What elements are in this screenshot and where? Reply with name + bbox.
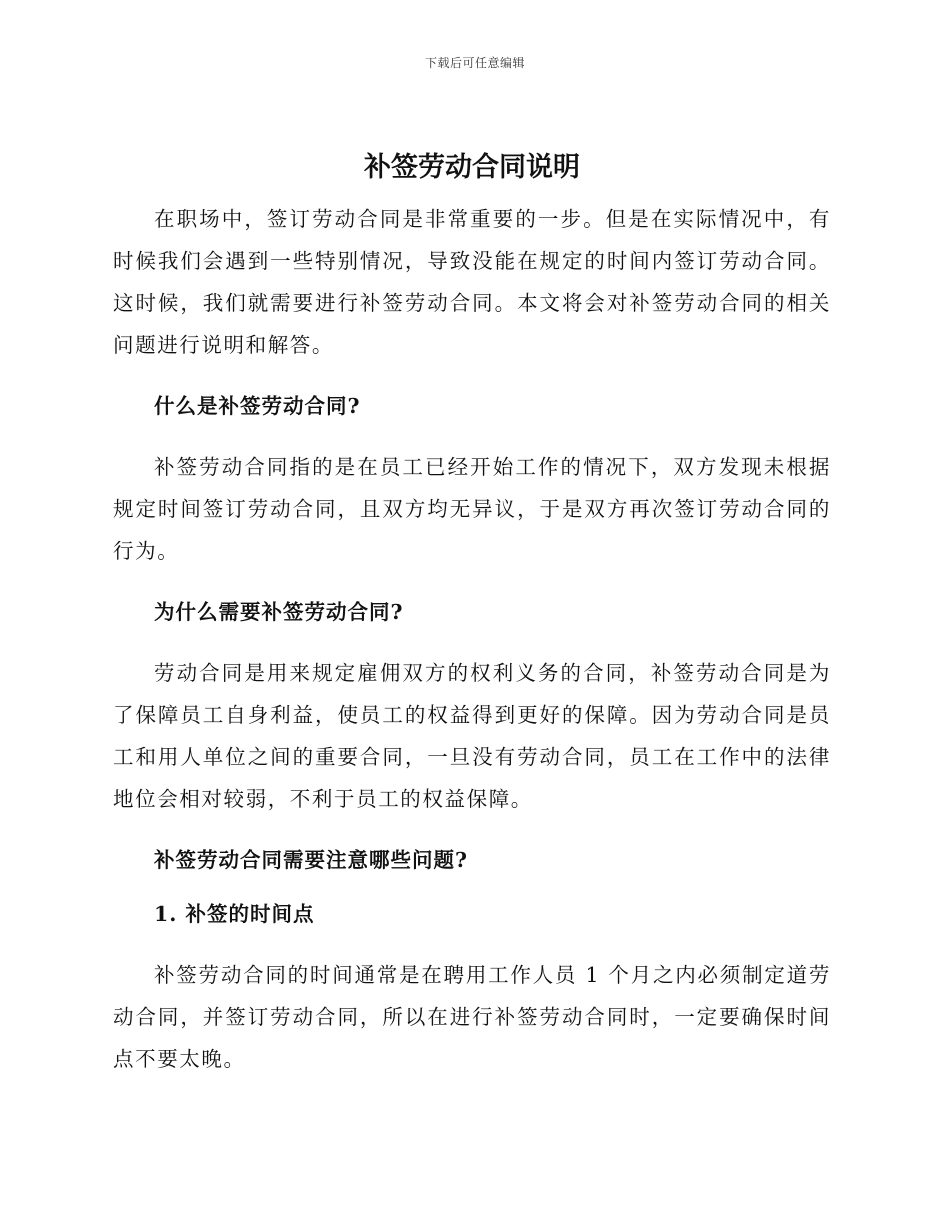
- document-body: [113, 146, 831, 1080]
- document-title: 补签劳动合同说明: [364, 152, 580, 183]
- section-body-what: 补签劳动合同指的是在员工已经开始工作的情况下，双方发现未根据规定时间签订劳动合同，且双方均无异议，于是双方再次签订劳动合同的行为。: [113, 455, 831, 563]
- section-body-why: 劳动合同是用来规定雇佣双方的权利义务的合同，补签劳动合同是为了保障员工自身利益，使员工的权益得到更好的保障。因为劳动合同是员工和用人单位之间的重要合同，一旦没有劳动合同，员工在工作中的法律地位会相对较弱，不利于员工的权益保障。: [113, 661, 831, 811]
- subsection-heading-timing: 1. 补签的时间点: [154, 902, 315, 926]
- subsection-body-timing: 补签劳动合同的时间通常是在聘用工作人员 1 个月之内必须制定道劳动合同，并签订劳动合同，所以在进行补签劳动合同时，一定要确保时间点不要太晚。: [113, 963, 831, 1071]
- section-heading-notes: 补签劳动合同需要注意哪些问题?: [154, 848, 469, 872]
- section-heading-what: 什么是补签劳动合同?: [154, 394, 361, 418]
- intro-paragraph: 在职场中，签订劳动合同是非常重要的一步。但是在实际情况中，有时候我们会遇到一些特别情况，导致没能在规定的时间内签订劳动合同。这时候，我们就需要进行补签劳动合同。本文将会对补签劳动合同的相关问题进行说明和解答。: [113, 207, 831, 357]
- header-note: 下载后可任意编辑: [424, 56, 525, 70]
- section-heading-why: 为什么需要补签劳动合同?: [154, 600, 404, 624]
